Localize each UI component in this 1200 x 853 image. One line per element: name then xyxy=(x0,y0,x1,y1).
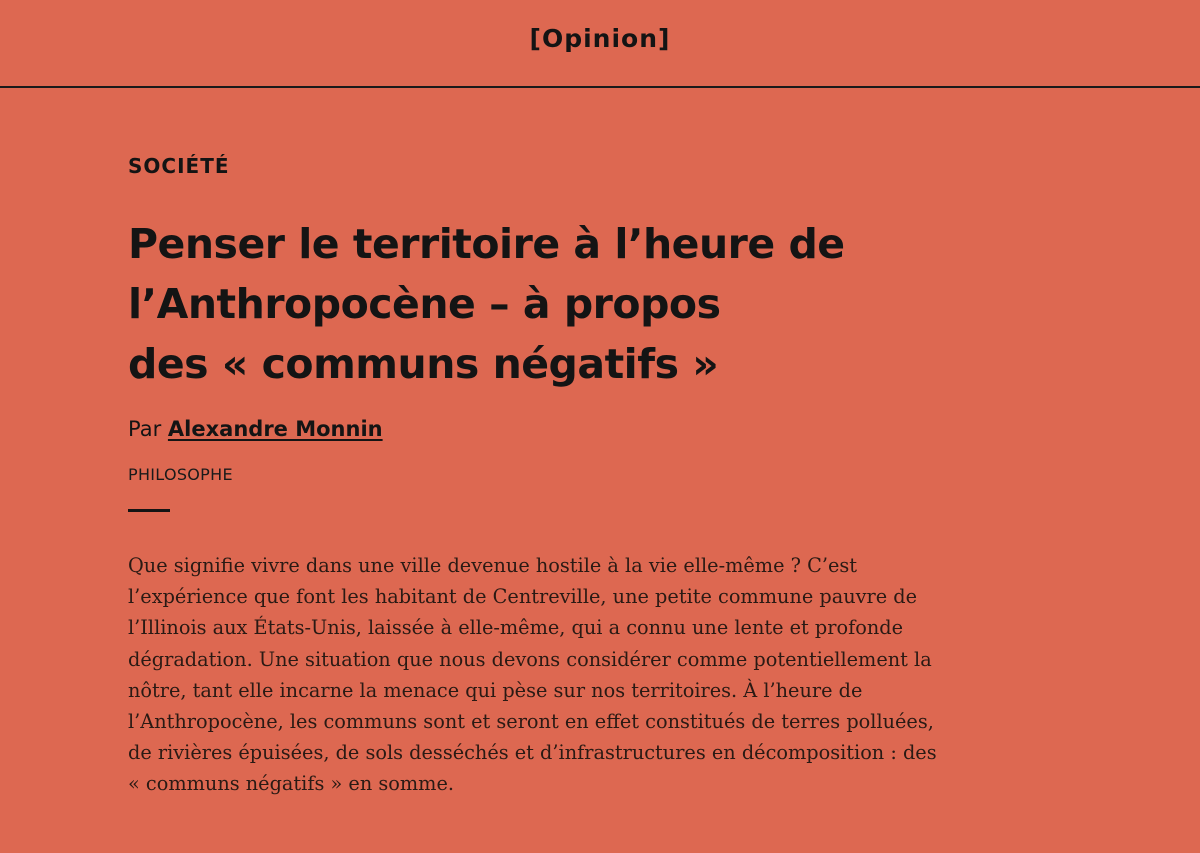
lede-line: l’Anthropocène, les communs sont et seront en effet constitués de terres polluées, xyxy=(128,710,934,734)
article-title-line: l’Anthropocène – à propos xyxy=(128,280,721,328)
lede-line: dégradation. Une situation que nous devons considérer comme potentiellement la xyxy=(128,647,932,671)
lede-line: Que signifie vivre dans une ville devenue hostile à la vie elle-même ? C’est xyxy=(128,554,858,577)
author-link[interactable]: Alexandre Monnin xyxy=(167,417,383,441)
lede-line: « communs négatifs » en somme. xyxy=(128,772,454,796)
author-role: PHILOSOPHE xyxy=(128,465,233,484)
lede-line: l’Illinois aux États-Unis, laissée à elle-même, qui a connu une lente et profonde xyxy=(128,616,904,640)
article-lede xyxy=(128,550,1038,800)
byline xyxy=(128,417,383,441)
site-logo[interactable]: [Opinion] xyxy=(529,24,671,53)
article-title-line: des « communs négatifs » xyxy=(128,340,719,388)
lede-line: nôtre, tant elle incarne la menace qui pèse sur nos territoires. À l’heure de xyxy=(128,678,863,702)
lede-line: l’expérience que font les habitant de Centreville, une petite commune pauvre de xyxy=(128,585,918,609)
divider xyxy=(128,509,170,512)
category-rubric[interactable]: SOCIÉTÉ xyxy=(128,154,230,178)
article-title-line: Penser le territoire à l’heure de xyxy=(128,220,845,268)
article-title xyxy=(128,214,1028,394)
lede-line: de rivières épuisées, de sols desséchés et d’infrastructures en décomposition : des xyxy=(128,741,937,765)
masthead xyxy=(0,0,1200,88)
byline-prefix: Par xyxy=(128,417,162,441)
